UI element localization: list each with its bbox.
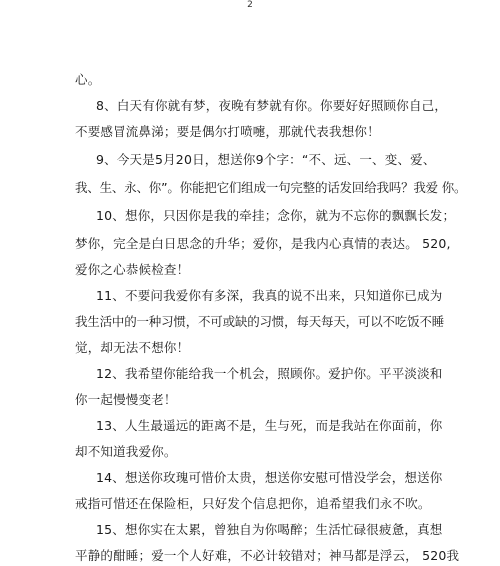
text-line: 11、不要问我爱你有多深，我真的说不出来，只知道你已成为 [96,288,443,303]
text-line: 却不知道我爱你。 [75,444,177,459]
text-line: 觉，却无法不想你！ [75,340,190,355]
text-line: 戒指可惜还在保险柜，只好发个信息把你，追希望我们永不吹。 [75,496,431,511]
text-line: 10、想你，只因你是我的牵挂；念你，就为不忘你的飘飘长发； [96,208,456,223]
page-number: 2 [247,0,253,10]
text-line: 8、白天有你就有梦，夜晚有梦就有你。你要好好照顾你自己， [96,98,448,113]
text-line: 我、生、永、你”。你能把它们组成一句完整的话发回给我吗？我爱 你。 [75,180,467,195]
text-line: 你一起慢慢变老！ [75,392,177,407]
text-line: 12、我希望你能给我一个机会，照顾你。爱护你。平平淡淡和 [96,366,443,381]
text-line: 13、人生最遥远的距离不是，生与死，而是我站在你面前，你 [96,418,443,433]
text-line: 平静的酣睡；爱一个人好难，不必计较错对；神马都是浮云， 520我 [75,548,460,563]
text-line: 不要感冒流鼻涕；要是偶尔打喷嚏，那就代表我想你！ [75,124,380,139]
text-line: 15、想你实在太累，曾独自为你喝醉；生活忙碌很疲惫，真想 [96,522,443,537]
text-line: 我生活中的一种习惯，不可或缺的习惯，每天每天，可以不吃饭不睡 [75,314,445,329]
text-line: 爱你之心恭候检查！ [75,262,190,277]
text-line: 14、想送你玫瑰可惜价太贵，想送你安慰可惜没学会，想送你 [96,470,443,485]
text-line: 心。 [75,72,101,87]
text-line: 梦你，完全是白日思念的升华；爱你，是我内心真情的表达。 520, [75,236,451,251]
text-line: 9、今天是5月20日，想送你9个字：“不、远、一、变、爱、 [96,152,436,167]
